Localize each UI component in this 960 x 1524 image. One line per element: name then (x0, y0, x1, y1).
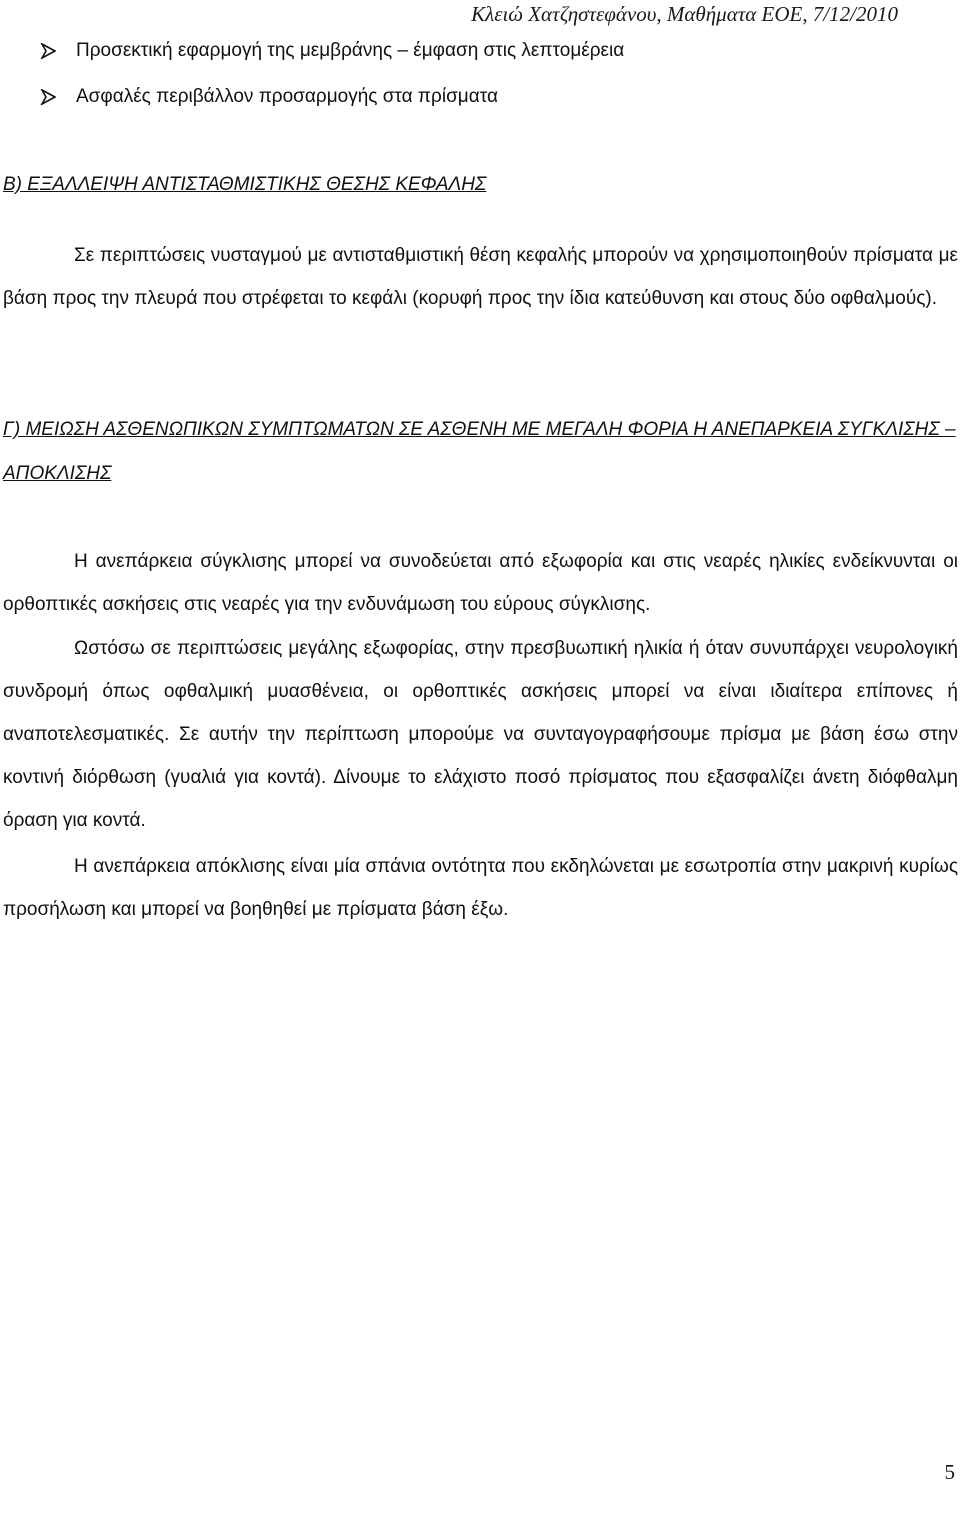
bullet-item (40, 86, 498, 108)
section-c-paragraph-1: Η ανεπάρκεια σύγκλισης μπορεί να συνοδεύεται από εξωφορία και στις νεαρές ηλικίες ενδείκνυνται οι ορθοπτικές ασκήσεις στις νεαρές για την ενδυνάμωση του εύρους σύγκλισης. (3, 551, 958, 615)
arrowhead-bullet-icon (40, 43, 56, 59)
bullet-item (40, 40, 624, 62)
bullet-text: Προσεκτική εφαρμογή της μεμβράνης – έμφαση στις λεπτομέρεια (76, 40, 625, 61)
section-c-paragraph-3: Η ανεπάρκεια απόκλισης είναι μία σπάνια οντότητα που εκδηλώνεται με εσωτροπία στην μακρινή κυρίως προσήλωση και μπορεί να βοηθηθεί με πρίσματα βάση έξω. (3, 856, 958, 920)
section-heading-c: Γ) ΜΕΙΩΣΗ ΑΣΘΕΝΩΠΙΚΩΝ ΣΥΜΠΤΩΜΑΤΩΝ ΣΕ ΑΣΘΕΝΗ ΜΕ ΜΕΓΑΛΗ ΦΟΡΙΑ Η ΑΝΕΠΑΡΚΕΙΑ ΣΥΓΚΛΙΣΗΣ – ΑΠΟΚΛΙΣΗΣ (3, 419, 956, 484)
arrowhead-bullet-icon (40, 89, 56, 105)
section-c-paragraph-2: Ωστόσω σε περιπτώσεις μεγάλης εξωφορίας, στην πρεσβυωπική ηλικία ή όταν συνυπάρχει νευρολογική συνδρομή όπως οφθαλμική μυασθένεια, οι ορθοπτικές ασκήσεις μπορεί να είναι ιδιαίτερα επίπονες ή αναποτελεσματικές. Σε αυτήν την περίπτωση μπορούμε να συνταγογραφήσουμε πρίσμα με βάση έσω στην κοντινή διόρθωση (γυαλιά για κοντά). Δίνουμε το ελάχιστο ποσό πρίσματος που εξασφαλίζει άνετη διόφθαλμη όραση για κοντά. (3, 638, 958, 831)
section-b-paragraph: Σε περιπτώσεις νυσταγμού με αντισταθμιστική θέση κεφαλής μπορούν να χρησιμοποιηθούν πρίσματα με βάση προς την πλευρά που στρέφεται το κεφάλι (κορυφή προς την ίδια κατεύθυνση και στους δύο οφθαλμούς). (3, 245, 958, 309)
page-number: 5 (944, 1460, 955, 1484)
running-header: Κλειώ Χατζηστεφάνου, Μαθήματα ΕΟΕ, 7/12/2010 (471, 2, 898, 26)
section-heading-b: Β) ΕΞΑΛΛΕΙΨΗ ΑΝΤΙΣΤΑΘΜΙΣΤΙΚΗΣ ΘΕΣΗΣ ΚΕΦΑΛΗΣ (3, 174, 487, 195)
bullet-text: Ασφαλές περιβάλλον προσαρμογής στα πρίσματα (76, 86, 498, 107)
